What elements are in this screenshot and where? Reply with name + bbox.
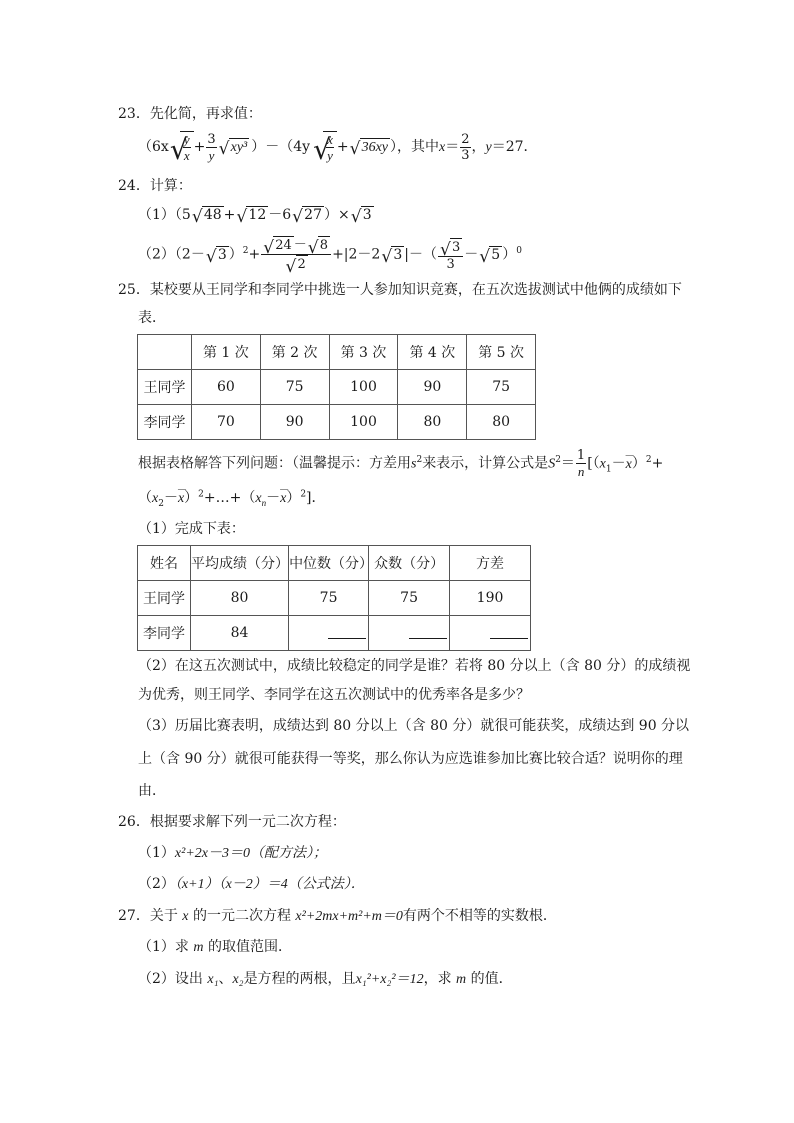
radicand: 5: [491, 246, 501, 263]
table-cell: 190: [450, 581, 531, 616]
table-cell: 90: [260, 405, 329, 440]
part-label: （1）: [138, 207, 175, 223]
var-x: x: [599, 456, 606, 472]
plus-sign: +: [248, 246, 261, 263]
q27-text: 关于: [149, 908, 178, 924]
sqrt-3: [352, 205, 374, 225]
q27-text: 的取值范围．: [207, 939, 292, 955]
subscript: n: [261, 497, 267, 508]
table-header-cell: 第 3 次: [329, 335, 398, 370]
sqrt-12: [237, 205, 268, 225]
answer-blank[interactable]: [328, 624, 366, 639]
q26-title: 根据要求解下列一元二次方程：: [149, 814, 346, 830]
table-cell: [450, 616, 531, 651]
q25-hint-line2: [138, 488, 326, 509]
var-x1: x₁: [207, 972, 219, 987]
table-header-cell: 第 5 次: [467, 335, 536, 370]
radicand: 3: [362, 207, 372, 223]
q25-part3-l3: 由．: [138, 783, 166, 799]
q26-number: 26．: [118, 814, 150, 830]
table-cell: 90: [398, 370, 467, 405]
minus-sign: －: [266, 490, 281, 506]
comma: ，: [471, 139, 486, 155]
fraction-3-y: [206, 132, 216, 163]
expr-text: ）×: [323, 207, 350, 223]
q25-line2: 表．: [138, 310, 166, 326]
hint-text: 根据表格解答下列问题：（温馨提示：方差用: [138, 455, 411, 472]
q23-heading: [118, 104, 262, 124]
expr-text: （2－: [174, 246, 205, 263]
expr-text: －6: [268, 207, 292, 223]
table-cell: 100: [329, 405, 398, 440]
exponent: 2: [198, 489, 204, 500]
table-header-cell: 姓名: [138, 546, 191, 581]
hint-text: 来表示，计算公式是: [422, 455, 549, 472]
q25-part3-l1: （3）历届比赛表明，成绩达到 80 分以上（含 80 分）就很可能获奖，成绩达到 90 分以: [138, 718, 690, 734]
frac-num: 1: [576, 448, 586, 463]
table-cell: 100: [329, 370, 398, 405]
q27-text: 的一元二次方程: [192, 908, 291, 924]
q26-heading: [118, 812, 346, 832]
expr-text: ）: [228, 246, 243, 263]
fraction-sqrt3-3: [438, 238, 463, 272]
q24-number: 24．: [118, 178, 150, 194]
stats-table: [137, 545, 531, 651]
frac-den: y: [208, 147, 215, 163]
hint-text: ）: [286, 490, 301, 506]
exponent: 2: [645, 454, 652, 465]
subscript: 1: [605, 464, 612, 475]
equals: ＝: [560, 455, 575, 472]
expr-text: ），其中: [390, 139, 440, 155]
frac-den: x: [183, 147, 190, 163]
sqrt-48: [193, 205, 224, 225]
plus-sign: +: [651, 455, 664, 472]
table-cell: 75: [260, 370, 329, 405]
var-S: S: [548, 456, 556, 472]
equation: （x+1）（x－2）＝4（公式法）．: [174, 877, 365, 892]
answer-blank[interactable]: [409, 624, 447, 639]
q25-part2-l1: （2）在这五次测试中，成绩比较稳定的同学是谁？若将 80 分以上（含 80 分）的成绩视: [138, 658, 691, 674]
scores-table: [137, 334, 536, 440]
radicand: 12: [248, 207, 267, 223]
minus-sign: －: [464, 246, 479, 263]
q25-part3-l2: 上（含 90 分）就很可能获得一等奖，那么你认为应选谁参加比赛比较合适？说明你的理: [138, 751, 683, 767]
fraction-y-x: [183, 132, 191, 163]
radicand: 36xy: [361, 140, 389, 155]
expr-text: （5: [174, 207, 191, 223]
table-cell: 60: [192, 370, 261, 405]
q25-part2-l2: 为优秀，则王同学、李同学在这五次测试中的优秀率各是多少？: [138, 687, 530, 703]
exponent: 0: [516, 245, 522, 256]
table-header-cell: 第 4 次: [398, 335, 467, 370]
var-x: x: [182, 909, 189, 924]
hint-text: ）: [184, 490, 199, 506]
hint-text: ）: [631, 455, 646, 472]
radicand: 2: [297, 257, 306, 272]
table-row: [138, 581, 531, 616]
sqrt-27: [293, 205, 324, 225]
fraction-2-3: [460, 132, 470, 163]
table-cell: 80: [190, 581, 288, 616]
q27-number: 27．: [118, 908, 150, 924]
var-x2: x₂: [232, 972, 244, 987]
table-cell: [289, 616, 369, 651]
hint-text: ]．: [306, 490, 326, 506]
expr-text: ）: [502, 246, 517, 263]
frac-num: √ x: [327, 131, 333, 147]
expr-text: ）－（4y: [251, 139, 311, 155]
table-cell: 84: [190, 616, 288, 651]
q24-part1: [138, 205, 374, 225]
radicand: 3: [217, 246, 227, 263]
q24-heading: [118, 176, 192, 196]
radicand: 3: [393, 246, 403, 263]
table-cell: 75: [467, 370, 536, 405]
part-label: （2）: [138, 876, 175, 892]
var-x: x: [152, 491, 159, 506]
q25-hint-line1: [138, 448, 663, 480]
table-cell: 75: [289, 581, 369, 616]
equation: x²+2mx+m²+m＝0: [295, 909, 403, 924]
radicand: 24: [275, 238, 292, 253]
q23-title: 先化简，再求值：: [149, 106, 262, 122]
radicand: 3: [451, 239, 461, 255]
x-bar: — x: [626, 450, 632, 480]
table-header-cell: 中位数（分）: [289, 546, 369, 581]
table-header-cell: [138, 335, 192, 370]
x-bar: — x: [280, 489, 286, 509]
q27-part1: [138, 937, 292, 958]
table-header-cell: 第 1 次: [192, 335, 261, 370]
exponent: 2: [300, 489, 307, 500]
frac-den: 3: [461, 147, 470, 163]
table-cell: 李同学: [138, 616, 191, 651]
plus-sign: +: [336, 139, 349, 155]
q27-text: 是方程的两根，且: [243, 971, 356, 987]
table-cell: 王同学: [138, 581, 191, 616]
hint-text: +…+（: [203, 490, 256, 506]
table-header-cell: 平均成绩（分）: [190, 546, 288, 581]
hint-text: （: [138, 490, 152, 506]
fraction-1-n: [576, 448, 586, 479]
q27-text: （2）设出: [138, 971, 203, 987]
table-cell: [369, 616, 450, 651]
minus-sign: －: [163, 490, 178, 506]
expr-text: +|2－2: [332, 246, 381, 263]
part-label: （1）: [138, 845, 175, 861]
frac-num: 2: [461, 131, 470, 147]
hint-text: [（: [587, 455, 600, 472]
q24-part2: [138, 236, 522, 273]
q24-title: 计算：: [149, 178, 192, 194]
minus-sign: －: [293, 237, 307, 253]
table-header-row: [138, 335, 536, 370]
q25-number: 25．: [118, 282, 150, 298]
var-m: m: [193, 940, 204, 955]
table-header-cell: 方差: [450, 546, 531, 581]
expr-text: ＝27．: [491, 139, 538, 155]
plus-sign: +: [193, 139, 206, 155]
frac-den: 3: [446, 256, 455, 272]
sqrt-xy3: [220, 130, 250, 164]
frac-den: y: [327, 147, 333, 163]
table-row: [138, 616, 531, 651]
q27-text: （1）求: [138, 939, 189, 955]
exponent: 2: [416, 454, 423, 465]
table-cell: 70: [192, 405, 261, 440]
x-bar: — x: [178, 489, 184, 509]
part-label: （2）: [138, 246, 175, 263]
minus-sign: －: [611, 455, 626, 472]
var-y: y: [485, 140, 492, 155]
q26-part2: [138, 874, 365, 895]
answer-blank[interactable]: [490, 624, 528, 639]
q27-text: ，求: [423, 971, 452, 987]
var-x: x: [255, 491, 262, 506]
sqrt-3: [382, 237, 404, 273]
expr-text: （6x: [138, 139, 169, 155]
radicand: 27: [304, 207, 322, 223]
sqrt-3: [441, 238, 462, 256]
var-m: m: [456, 972, 467, 987]
plus-sign: +: [223, 207, 236, 223]
table-row: [138, 405, 536, 440]
fraction-radicals: [261, 236, 331, 273]
q27-text: 有两个不相等的实数根．: [402, 908, 557, 924]
frac-num: 3: [207, 131, 216, 147]
q25-line1: [118, 280, 682, 300]
sqrt-5: [480, 237, 502, 273]
sqrt-3: [207, 237, 229, 273]
table-header-row: [138, 546, 531, 581]
expr-text: |－（: [404, 246, 437, 263]
table-cell: 75: [369, 581, 450, 616]
fraction-x-y: [326, 132, 334, 163]
subscript: 2: [158, 498, 164, 509]
q27-heading: [118, 906, 557, 927]
q27-text: 的值．: [470, 971, 513, 987]
sqrt-36xy: [351, 130, 390, 164]
sqrt-y-over-x: [171, 130, 194, 164]
q23-expression: [138, 130, 538, 165]
radicand: 8: [319, 238, 329, 253]
exponent: 2: [555, 454, 561, 465]
q26-part1: [138, 843, 327, 864]
table-header-cell: 第 2 次: [260, 335, 329, 370]
table-cell: 王同学: [138, 370, 192, 405]
q25-part1: （1）完成下表：: [138, 521, 245, 537]
sqrt-8: [309, 236, 330, 254]
sqrt-24: [264, 236, 294, 254]
q27-part2: [138, 969, 513, 990]
table-cell: 80: [467, 405, 536, 440]
q25-text: 某校要从王同学和李同学中挑选一人参加知识竞赛，在五次选拔测试中他俩的成绩如下: [149, 282, 682, 298]
sqrt-x-over-y: [314, 130, 337, 164]
radicand: xy³: [230, 140, 248, 155]
exponent: 2: [242, 245, 249, 256]
table-cell: 李同学: [138, 405, 192, 440]
table-header-cell: 众数（分）: [369, 546, 450, 581]
frac-num: √ y: [183, 131, 190, 147]
table-cell: 80: [398, 405, 467, 440]
equals: ＝: [445, 139, 460, 155]
equation: x²+2x－3＝0（配方法）；: [174, 846, 327, 861]
separator: 、: [218, 971, 233, 987]
frac-den: n: [577, 464, 585, 479]
var-x: x: [439, 140, 446, 155]
table-row: [138, 370, 536, 405]
sqrt-2: [287, 255, 308, 273]
var-s: s: [411, 456, 417, 472]
radicand: 48: [203, 207, 222, 223]
equation: x₁²+x₂²＝12: [355, 972, 424, 987]
q23-number: 23．: [118, 106, 150, 122]
